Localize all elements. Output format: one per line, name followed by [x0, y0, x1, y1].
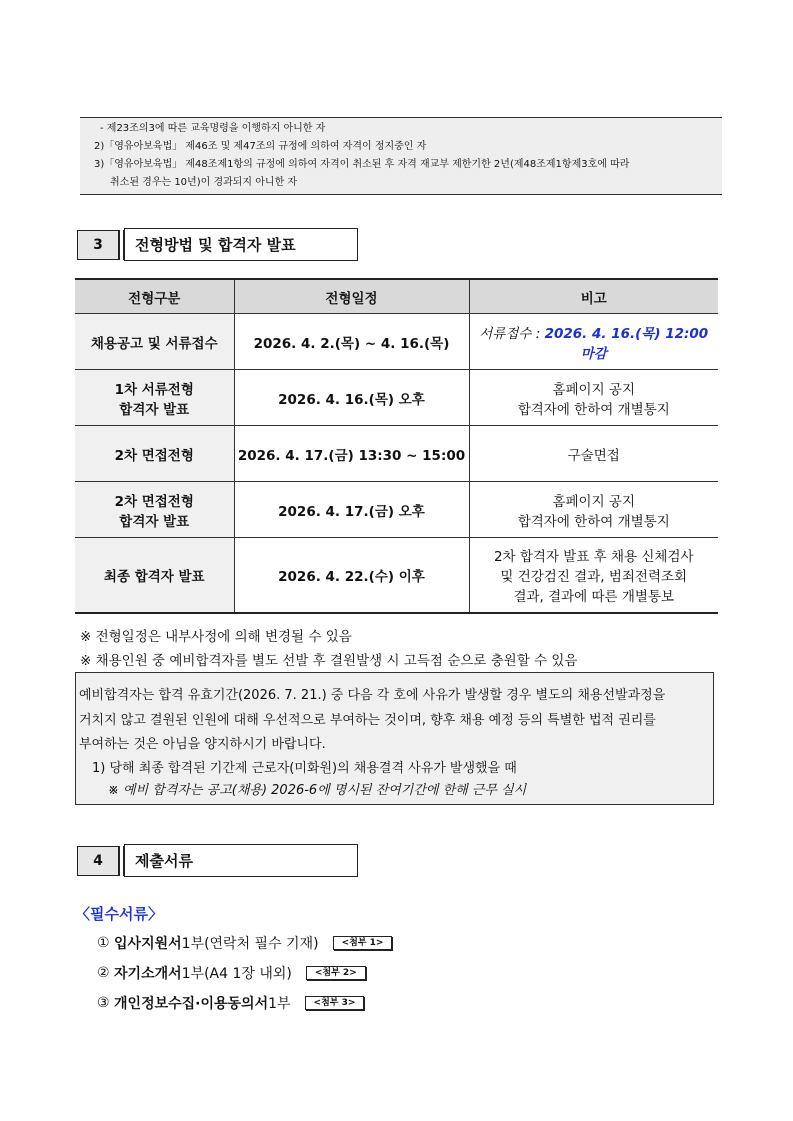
doc-detail: 1부(A4 1장 내외) — [181, 966, 292, 982]
required-doc-item — [97, 933, 392, 953]
doc-detail: 1부(연락처 필수 기재) — [181, 936, 319, 952]
item-number: ② — [97, 965, 110, 981]
deadline-highlight: 2026. 4. 16.(목) 12:00 마감 — [544, 325, 709, 362]
item-number: ③ — [97, 995, 110, 1011]
note-cell — [469, 314, 718, 370]
stage-line: 1차 서류전형 — [114, 381, 194, 398]
note-line: 결과, 결과에 따른 개별통보 — [513, 588, 675, 605]
attachment-tag: <첨부 1> — [333, 936, 393, 950]
reserve-line: ※ 예비 합격자는 공고(채용) 2026-6에 명시된 잔여기간에 한해 근무 실시 — [108, 783, 527, 798]
reserve-candidate-remark: ※ 채용인원 중 예비합격자를 별도 선발 후 결원발생 시 고득점 순으로 충원할 수 있음 — [80, 653, 578, 669]
note-line: 합격자에 한하여 개별통지 — [517, 513, 670, 530]
table-row — [75, 482, 718, 538]
stage-cell — [75, 482, 234, 538]
attachment-tag: <첨부 3> — [305, 996, 365, 1010]
date-cell: 2026. 4. 17.(금) 오후 — [234, 482, 469, 538]
attachment-tag: <첨부 2> — [306, 966, 366, 980]
note-line: 2차 합격자 발표 후 채용 신체검사 — [493, 548, 694, 565]
doc-name: 자기소개서 — [114, 966, 182, 982]
reserve-line: 거치지 않고 결원된 인원에 대해 우선적으로 부여하는 것이며, 향후 채용 예정 등의 특별한 법적 권리를 — [79, 713, 656, 728]
table-row — [75, 370, 718, 426]
note-line: 및 건강검진 결과, 범죄전력조회 — [500, 568, 688, 585]
note-line: 합격자에 한하여 개별통지 — [517, 401, 670, 418]
note-line: 2)「영유아보육법」 제46조 및 제47조의 규정에 의하여 자격이 정지중인 자 — [94, 141, 427, 152]
stage-line: 2차 면접전형 — [114, 493, 194, 510]
note-cell — [469, 370, 718, 426]
column-header: 전형구분 — [75, 279, 234, 314]
stage-cell — [75, 370, 234, 426]
stage-cell: 채용공고 및 서류접수 — [75, 314, 234, 370]
date-cell: 2026. 4. 2.(목) ~ 4. 16.(목) — [234, 314, 469, 370]
reserve-line: 1) 당해 최종 합격된 기간제 근로자(미화원)의 채용결격 사유가 발생했을 때 — [92, 761, 517, 776]
table-header-row — [75, 279, 718, 314]
column-header: 비고 — [469, 279, 718, 314]
section-4-header — [77, 844, 358, 877]
date-cell: 2026. 4. 22.(수) 이후 — [234, 538, 469, 613]
note-line: 3)「영유아보육법」 제48조제1항의 규정에 의하여 자격이 취소된 후 자격 재교부 제한기한 2년(제48조제1항제3호에 따라 — [94, 159, 630, 170]
doc-detail: 1부 — [268, 996, 291, 1012]
note-line: 홈페이지 공지 — [552, 381, 636, 398]
section-title: 전형방법 및 합격자 발표 — [124, 228, 358, 261]
reserve-line: 부여하는 것은 아님을 양지하시기 바랍니다. — [79, 737, 326, 752]
date-cell: 2026. 4. 17.(금) 13:30 ~ 15:00 — [234, 426, 469, 482]
reserve-candidate-box — [75, 672, 714, 805]
note-cell — [469, 538, 718, 613]
note-prefix: 서류접수 : — [479, 325, 545, 342]
section-3-header — [77, 228, 358, 261]
stage-line: 합격자 발표 — [119, 401, 190, 418]
required-doc-item — [97, 993, 364, 1013]
item-number: ① — [97, 935, 110, 951]
table-row — [75, 426, 718, 482]
note-cell — [469, 482, 718, 538]
required-doc-item — [97, 963, 366, 983]
section-number: 3 — [77, 230, 119, 260]
doc-name: 개인정보수집·이용동의서 — [114, 996, 269, 1012]
table-row — [75, 314, 718, 370]
note-line: - 제23조의3에 따른 교육명령을 이행하지 아니한 자 — [100, 123, 326, 134]
note-line: 홈페이지 공지 — [552, 493, 636, 510]
table-row — [75, 538, 718, 613]
schedule-change-remark: ※ 전형일정은 내부사정에 의해 변경될 수 있음 — [80, 629, 352, 645]
date-cell: 2026. 4. 16.(목) 오후 — [234, 370, 469, 426]
note-cell: 구술면접 — [469, 426, 718, 482]
schedule-table — [75, 278, 718, 614]
stage-cell: 2차 면접전형 — [75, 426, 234, 482]
stage-line: 합격자 발표 — [119, 513, 190, 530]
disqualification-notes — [80, 117, 722, 195]
note-line: 취소된 경우는 10년)이 경과되지 아니한 자 — [110, 177, 298, 188]
section-title: 제출서류 — [124, 844, 358, 877]
stage-cell: 최종 합격자 발표 — [75, 538, 234, 613]
reserve-line: 예비합격자는 합격 유효기간(2026. 7. 21.) 중 다음 각 호에 사유가 발생할 경우 별도의 채용선발과정을 — [79, 688, 666, 703]
doc-name: 입사지원서 — [114, 936, 182, 952]
section-number: 4 — [77, 846, 119, 876]
column-header: 전형일정 — [234, 279, 469, 314]
required-docs-heading: 〈필수서류〉 — [75, 905, 163, 923]
